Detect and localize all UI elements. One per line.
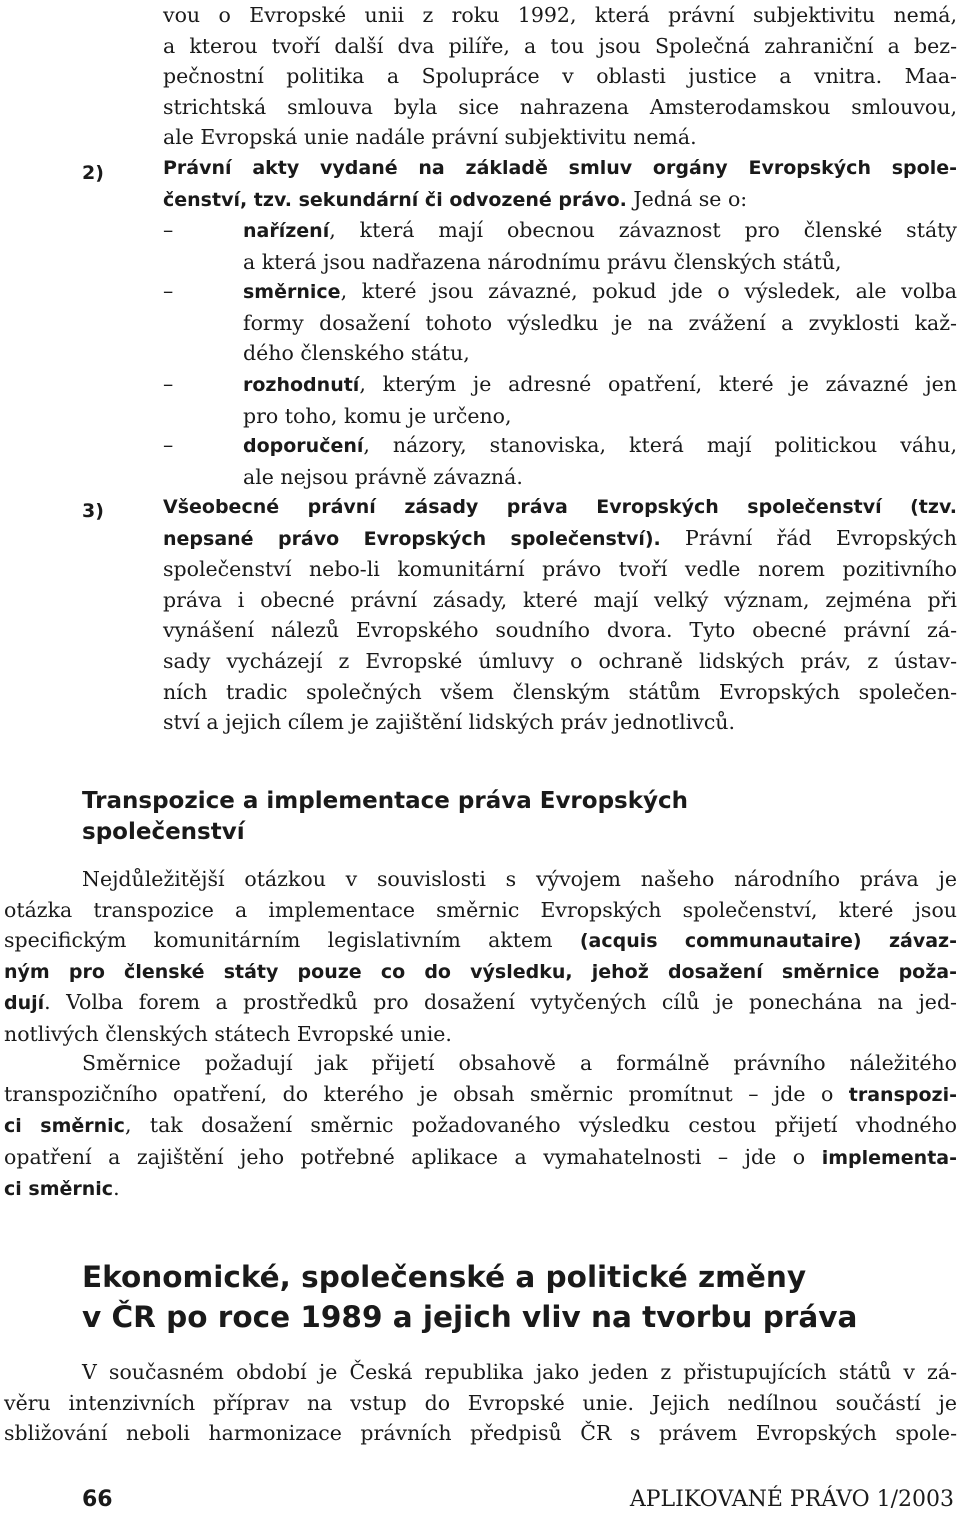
- dash-marker: –: [163, 372, 174, 396]
- intro-line: ale Evropská unie nadále právní subjektivitu nemá.: [163, 125, 697, 150]
- paragraph-bold: ci směrnic: [4, 1178, 114, 1201]
- paragraph-bold: implementa-: [821, 1146, 957, 1169]
- paragraph-line: věru intenzivních příprav na vstup do Evropské unie. Jejich nedílnou součástí je: [4, 1390, 957, 1415]
- paragraph-line: [4, 987, 957, 1019]
- sub-item-line: dého členského státu,: [243, 341, 470, 366]
- item-3-number: 3): [82, 500, 104, 522]
- item-2-number: 2): [82, 162, 104, 184]
- paragraph-line: notlivých členských státech Evropské unie.: [4, 1021, 452, 1046]
- heading-line: Transpozice a implementace práva Evropských: [82, 788, 689, 814]
- sub-item-narizeni: [243, 215, 957, 277]
- item-3-heading-line2: [163, 523, 957, 555]
- item-3: [163, 492, 957, 738]
- paragraph-text: , tak dosažení směrnic požadovaného výsledku cestou přijetí vhodného: [124, 1113, 958, 1138]
- item-3-line: práva i obecné právní zásady, které mají velký význam, zejména při: [163, 587, 957, 612]
- heading-line: Ekonomické, společenské a politické změny: [82, 1260, 807, 1294]
- sub-item-line: [243, 430, 957, 462]
- paragraph-bold: ci směrnic: [4, 1115, 125, 1138]
- item-3-body: [163, 554, 957, 738]
- section-1-paragraph-1: [4, 864, 957, 1050]
- sub-item-rozhodnuti: [243, 369, 957, 431]
- sub-item-line: [243, 369, 957, 401]
- item-3-line: ních tradic společných všem členským státům Evropských společen-: [163, 679, 957, 704]
- item-2-heading-bold: čenství, tzv. sekundární či odvozené právo.: [163, 188, 627, 211]
- paragraph-text: transpozičního opatření, do kterého je obsah směrnic promítnut – jde o: [4, 1081, 849, 1106]
- section-heading-transpozice: [82, 786, 688, 848]
- sub-item-line: a která jsou nadřazena národnímu právu členských států,: [243, 249, 842, 274]
- sub-item-smernice: [243, 276, 957, 369]
- item-2-heading-line: Právní akty vydané na základě smluv orgány Evropských spole-: [163, 157, 957, 179]
- paragraph-line: [4, 1173, 957, 1205]
- sub-item-text: , které jsou závazné, pokud jde o výsledek, ale volba: [340, 279, 957, 303]
- section-2-paragraph-1: [4, 1357, 957, 1449]
- intro-line: strichtská smlouva byla sice nahrazena Amsterodamskou smlouvou,: [163, 94, 957, 119]
- dash-marker: –: [163, 218, 174, 242]
- paragraph-bold: transpozi-: [848, 1083, 957, 1106]
- item-2-intro-text: Jedná se o:: [626, 186, 748, 211]
- paragraph-bold: dují: [4, 992, 45, 1015]
- paragraph-line: [4, 1079, 957, 1111]
- sub-item-term: doporučení: [243, 435, 364, 457]
- sub-item-text: , která mají obecnou závaznost pro členské státy: [329, 218, 957, 242]
- paragraph-bold-line: ným pro členské státy pouze co do výsledku, jehož dosažení směrnice poža-: [4, 960, 957, 983]
- sub-item-text: , kterým je adresné opatření, které je závazné jen: [359, 372, 957, 396]
- paragraph-line: sbližování neboli harmonizace právních předpisů ČR s právem Evropských spole-: [4, 1421, 957, 1446]
- section-1-paragraph-2: [4, 1048, 957, 1205]
- sub-item-line: [243, 276, 957, 308]
- journal-title: APLIKOVANÉ PRÁVO 1/2003: [629, 1487, 954, 1512]
- item-3-line: ství a jejich cílem je zajištění lidských práv jednotlivců.: [163, 710, 736, 735]
- item-3-line: sady vycházejí z Evropské úmluvy o ochraně lidských práv, z ústav-: [163, 648, 957, 673]
- dash-marker: –: [163, 279, 174, 303]
- paragraph-line: Směrnice požadují jak přijetí obsahově a formálně právního náležitého: [82, 1051, 957, 1075]
- item-2-heading-line2: [163, 184, 957, 216]
- paragraph-line: [4, 1110, 957, 1142]
- paragraph-text: .: [113, 1176, 120, 1201]
- intro-paragraph: [163, 0, 957, 153]
- intro-line: vou o Evropské unii z roku 1992, která právní subjektivitu nemá,: [163, 3, 957, 27]
- heading-line: společenství: [82, 819, 245, 845]
- page-number: 66: [82, 1487, 113, 1512]
- dash-marker: –: [163, 433, 174, 457]
- paragraph-line: [4, 1142, 957, 1174]
- paragraph-line: Nejdůležitější otázkou v souvislosti s vývojem našeho národního práva je: [82, 867, 957, 891]
- sub-item-text: , názory, stanoviska, která mají politickou váhu,: [363, 433, 957, 457]
- heading-line: v ČR po roce 1989 a jejich vliv na tvorbu práva: [82, 1300, 858, 1334]
- sub-item-term: směrnice: [243, 281, 341, 303]
- item-3-heading-line: Všeobecné právní zásady práva Evropských společenství (tzv.: [163, 496, 957, 518]
- sub-item-line: pro toho, komu je určeno,: [243, 403, 512, 428]
- sub-item-term: rozhodnutí: [243, 374, 360, 396]
- paragraph-text: . Volba forem a prostředků pro dosažení vytyčených cílů je ponechána na jed-: [44, 990, 957, 1015]
- intro-line: a kterou tvoří další dva pilíře, a tou jsou Společná zahraniční a bez-: [163, 33, 957, 58]
- item-3-heading-bold: nepsané právo Evropských společenství).: [163, 527, 661, 550]
- paragraph-bold: (acquis communautaire) závaz-: [579, 930, 957, 953]
- item-3-text: Právní řád Evropských: [660, 525, 957, 550]
- paragraph-text: opatření a zajištění jeho potřebné aplikace a vymahatelnosti – jde o: [4, 1144, 822, 1169]
- sub-item-line: formy dosažení tohoto výsledku je na zvážení a zvyklosti kaž-: [243, 310, 957, 335]
- sub-item-doporuceni: [243, 430, 957, 492]
- sub-item-term: nařízení: [243, 220, 330, 242]
- section-heading-ekonomicke: [82, 1257, 857, 1337]
- paragraph-line: V současném období je Česká republika jako jeden z přistupujících států v zá-: [82, 1360, 957, 1384]
- item-2: [163, 153, 957, 215]
- item-3-line: vynášení nálezů Evropského soudního dvora. Tyto obecné právní zá-: [163, 618, 957, 643]
- sub-item-line: ale nejsou právně závazná.: [243, 464, 523, 489]
- intro-line: pečnostní politika a Spolupráce v oblasti justice a vnitra. Maa-: [163, 64, 957, 89]
- item-3-line: společenství nebo-li komunitární právo tvoří vedle norem pozitivního: [163, 557, 957, 582]
- paragraph-text: specifickým komunitárním legislativním aktem: [4, 928, 580, 953]
- paragraph-line: [4, 925, 957, 957]
- paragraph-line: otázka transpozice a implementace směrnic Evropských společenství, které jsou: [4, 897, 957, 922]
- sub-item-line: [243, 215, 957, 247]
